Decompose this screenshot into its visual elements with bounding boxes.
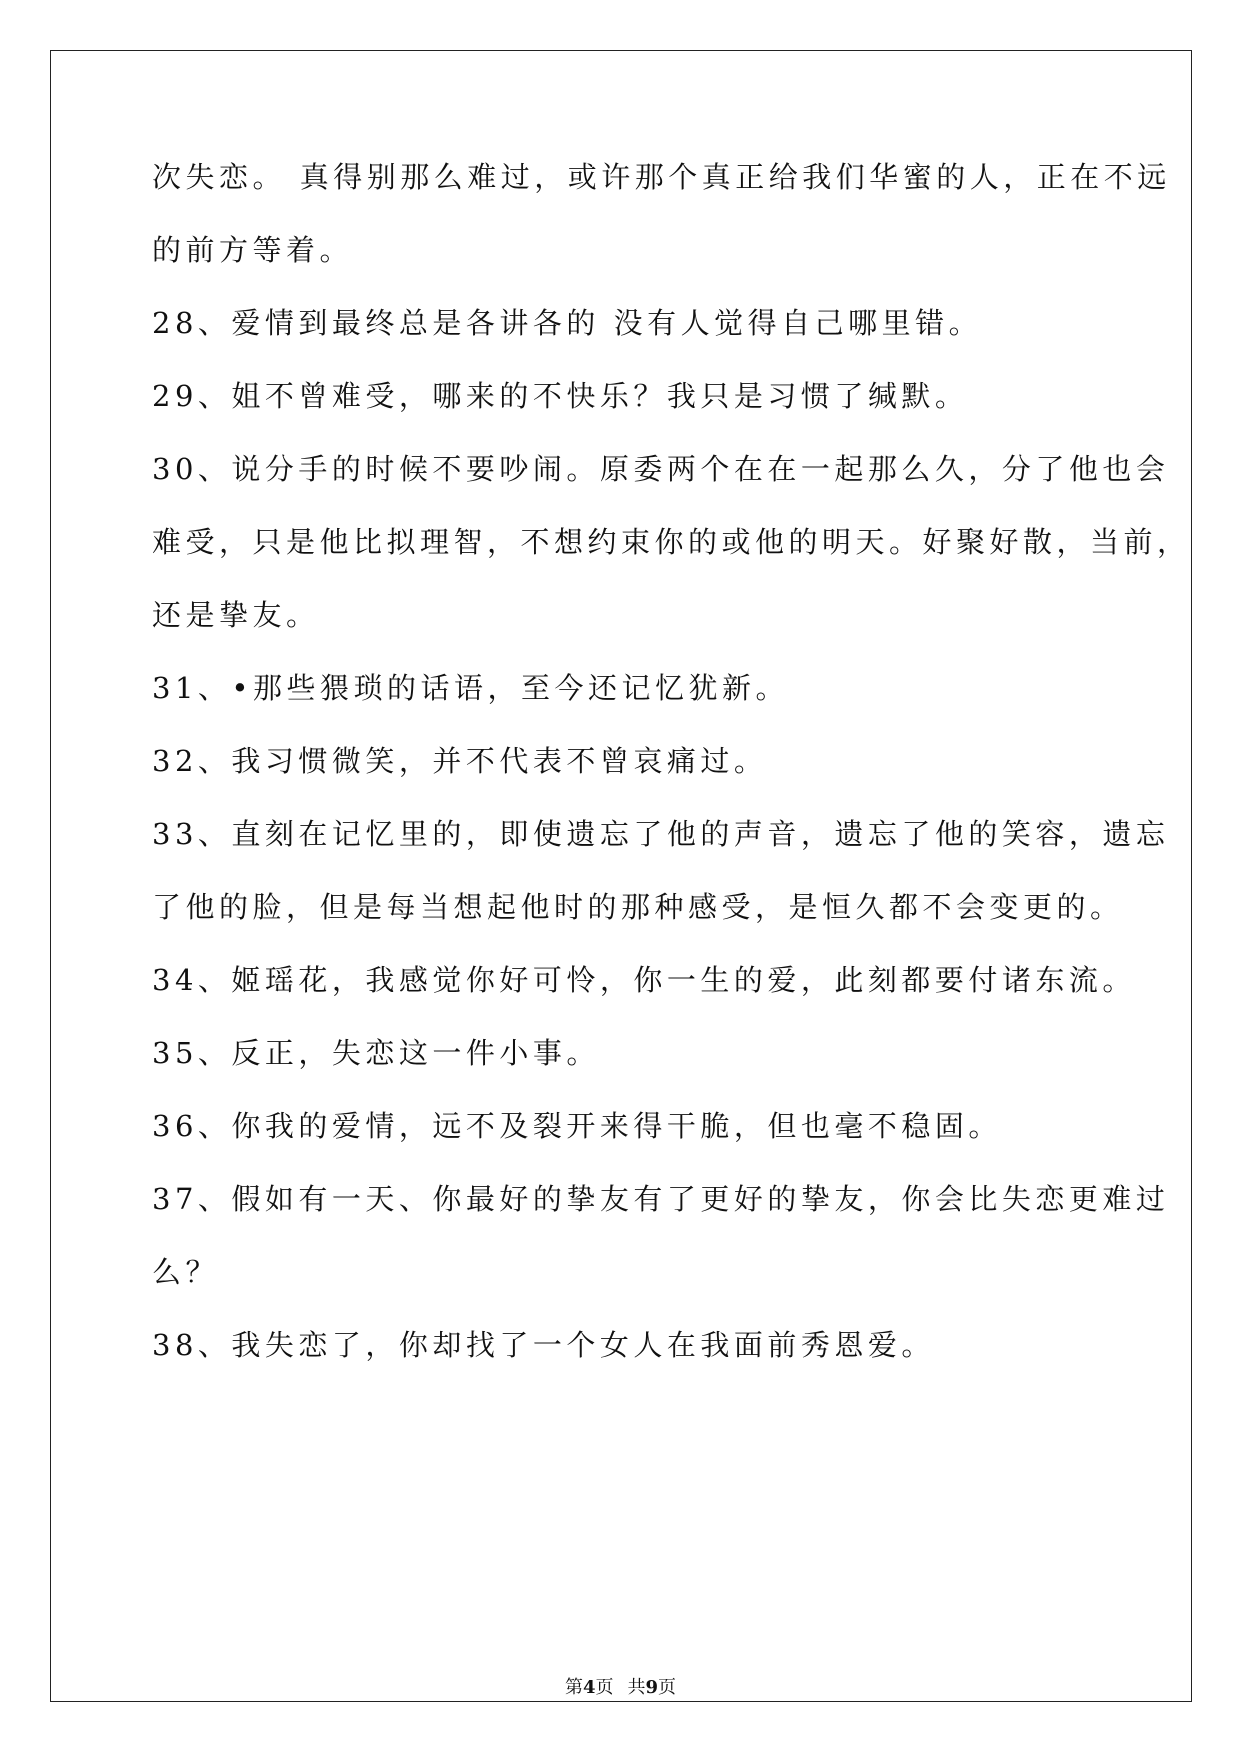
- footer-page-prefix: 第: [564, 1677, 583, 1698]
- text-line-6: 难受，只是他比拟理智，不想约束你的或他的明天。好聚好散，当前，: [152, 525, 1191, 559]
- text-line-8: 31、•那些猥琐的话语，至今还记忆犹新。: [152, 671, 790, 705]
- text-line-16: 么？: [152, 1255, 220, 1289]
- text-line-3: 28、爱情到最终总是各讲各的 没有人觉得自己哪里错。: [152, 306, 983, 340]
- footer-total-number: 9: [645, 1677, 659, 1698]
- footer-total-prefix: 共: [627, 1677, 646, 1698]
- text-line-5: 30、说分手的时候不要吵闹。原委两个在在一起那么久，分了他也会: [152, 452, 1170, 486]
- text-line-1: 次失恋。 真得别那么难过，或许那个真正给我们华蜜的人，正在不远: [152, 160, 1171, 194]
- text-line-11: 了他的脸，但是每当想起他时的那种感受，是恒久都不会变更的。: [152, 890, 1124, 924]
- text-line-2: 的前方等着。: [152, 233, 354, 267]
- text-line-12: 34、姬瑶花，我感觉你好可怜，你一生的爱，此刻都要付诸东流。: [152, 963, 1136, 997]
- text-line-10: 33、直刻在记忆里的，即使遗忘了他的声音，遗忘了他的笑容，遗忘: [152, 817, 1170, 851]
- page-footer: [0, 1677, 1241, 1699]
- text-line-15: 37、假如有一天、你最好的挚友有了更好的挚友，你会比失恋更难过: [152, 1182, 1170, 1216]
- text-line-13: 35、反正，失恋这一件小事。: [152, 1036, 600, 1070]
- footer-page-suffix: 页: [595, 1677, 614, 1698]
- text-line-9: 32、我习惯微笑，并不代表不曾哀痛过。: [152, 744, 768, 778]
- text-line-7: 还是挚友。: [152, 598, 320, 632]
- text-line-17: 38、我失恋了，你却找了一个女人在我面前秀恩爱。: [152, 1328, 935, 1362]
- footer-page-number: 4: [582, 1677, 596, 1698]
- text-line-4: 29、姐不曾难受，哪来的不快乐？我只是习惯了缄默。: [152, 379, 969, 413]
- footer-total-suffix: 页: [658, 1677, 677, 1698]
- text-line-14: 36、你我的爱情，远不及裂开来得干脆，但也毫不稳固。: [152, 1109, 1002, 1143]
- page-border: [50, 50, 1192, 1702]
